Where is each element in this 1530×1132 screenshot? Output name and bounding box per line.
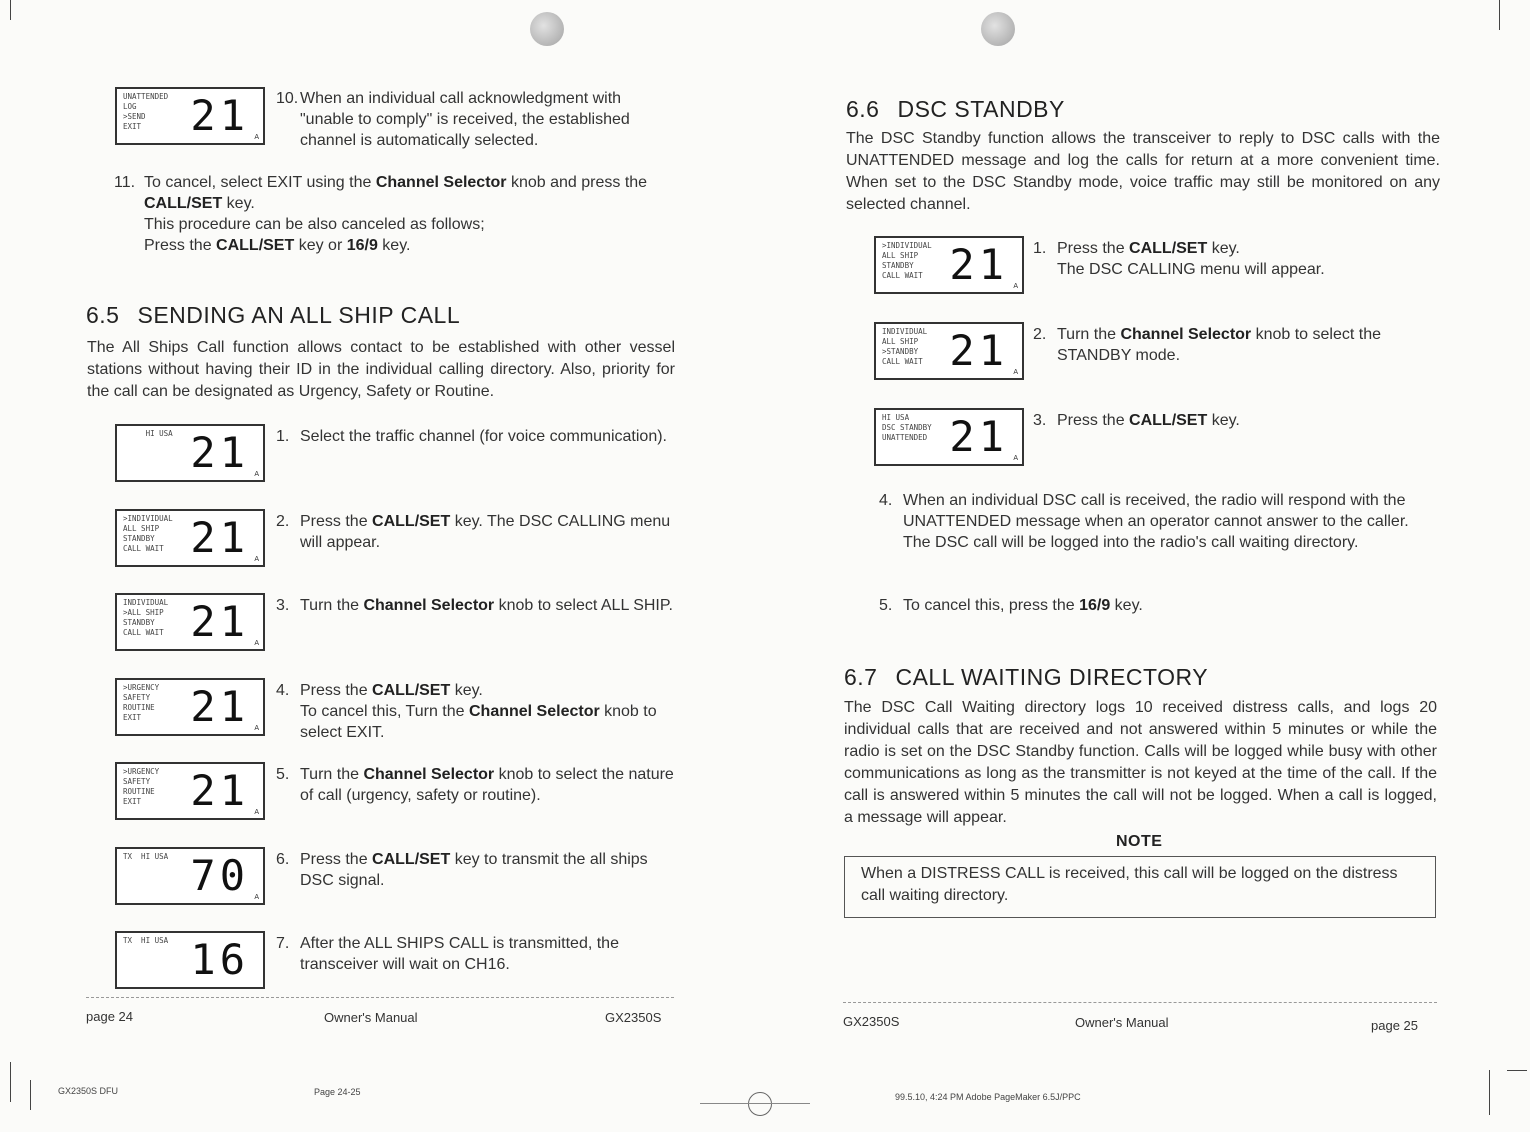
crop-mark <box>1489 1070 1490 1115</box>
step-7 <box>276 933 676 975</box>
step-6 <box>276 849 676 891</box>
step-number: 4. <box>879 492 893 509</box>
section-heading <box>846 96 1065 123</box>
step-number: 11. <box>114 174 136 191</box>
lcd-sub: A <box>254 640 259 647</box>
step-text: Turn the Channel Selector knob to select ALL SHIP. <box>300 597 673 614</box>
lcd-sub: A <box>1013 455 1018 462</box>
lcd-display <box>115 847 265 905</box>
lcd-sub: A <box>254 134 259 141</box>
lcd-menu: INDIVIDUAL ALL SHIP >STANDBY CALL WAIT <box>882 327 928 366</box>
lcd-menu: TX HI USA <box>123 936 169 945</box>
crop-mark <box>30 1080 31 1110</box>
step-number: 5. <box>879 597 893 614</box>
step-number: 5. <box>276 766 290 783</box>
step-subtext: This procedure can be also canceled as follows; <box>144 216 485 233</box>
lcd-channel: 21 <box>949 240 1008 289</box>
lcd-menu: HI USA DSC STANDBY UNATTENDED <box>882 413 932 442</box>
lcd-channel: 21 <box>949 326 1008 375</box>
step-number: 10. <box>276 90 299 107</box>
registration-mark-icon <box>748 1092 772 1116</box>
section-number: 6.5 <box>86 302 120 328</box>
lcd-channel: 21 <box>190 681 249 731</box>
section-number: 6.6 <box>846 96 880 122</box>
lcd-sub: A <box>1013 283 1018 290</box>
step-5 <box>276 764 676 806</box>
lcd-sub: A <box>254 893 259 901</box>
lcd-display <box>115 762 265 820</box>
binder-hole-icon <box>981 12 1015 46</box>
step-number: 6. <box>276 850 290 868</box>
footer-manual: Owner's Manual <box>324 1010 418 1025</box>
lcd-menu: HI USA <box>123 429 173 438</box>
step-text: Press the CALL/SET key. <box>1057 240 1240 257</box>
step-3 <box>276 595 676 616</box>
step-text: To cancel this, press the 16/9 key. <box>903 597 1143 614</box>
section-intro: The DSC Standby function allows the transceiver to reply to DSC calls with the UNATTENDED message and log the calls for return at a more convenient time. When set to the DSC Standby mode, voice traffic may still be monitored on any selected channel. <box>846 130 1440 213</box>
step-text: Select the traffic channel (for voice communication). <box>300 428 667 445</box>
lcd-channel: 21 <box>190 91 249 140</box>
lcd-display <box>115 509 265 567</box>
lcd-channel: 21 <box>949 412 1008 461</box>
lcd-channel: 21 <box>190 766 249 815</box>
step-number: 3. <box>1033 412 1047 429</box>
footer-page: page 24 <box>86 1009 133 1024</box>
section-heading <box>844 664 1208 691</box>
step-text: Press the CALL/SET key. The DSC CALLING menu will appear. <box>300 512 671 551</box>
lcd-menu: INDIVIDUAL >ALL SHIP STANDBY CALL WAIT <box>123 598 169 637</box>
step-text: Turn the Channel Selector knob to select the nature of call (urgency, safety or routine). <box>300 766 674 804</box>
lcd-sub: A <box>1013 369 1018 376</box>
step-text: Turn the Channel Selector knob to select the STANDBY mode. <box>1057 326 1381 364</box>
lcd-menu: UNATTENDED LOG >SEND EXIT <box>123 92 169 131</box>
crop-mark <box>10 1062 11 1102</box>
step-text: Press the CALL/SET key to transmit the all ships DSC signal. <box>300 850 648 889</box>
crop-mark <box>1499 0 1500 30</box>
step-10 <box>276 88 676 151</box>
step-subtext: To cancel this, Turn the Channel Selector knob to select EXIT. <box>300 702 657 741</box>
lcd-menu: TX HI USA <box>123 851 169 861</box>
lcd-channel: 70 <box>190 850 249 900</box>
footer-model: GX2350S <box>843 1014 900 1029</box>
step-1 <box>276 426 676 447</box>
lcd-channel: 21 <box>190 597 249 646</box>
step-subtext: The DSC CALLING menu will appear. <box>1057 261 1325 278</box>
lcd-display <box>115 593 265 651</box>
step-number: 2. <box>276 512 290 530</box>
lcd-sub: A <box>254 724 259 732</box>
footer-divider <box>843 1002 1437 1003</box>
note-box: When a DISTRESS CALL is received, this call will be logged on the distress call waiting directory. <box>844 856 1436 918</box>
lcd-display <box>115 87 265 145</box>
lcd-menu: >URGENCY SAFETY ROUTINE EXIT <box>123 767 160 806</box>
footer-divider <box>86 997 674 998</box>
lcd-display <box>874 236 1024 294</box>
step-text: Press the CALL/SET key. <box>300 681 483 699</box>
footer-page: page 25 <box>1371 1018 1418 1033</box>
lcd-display <box>874 322 1024 380</box>
lcd-menu: >INDIVIDUAL ALL SHIP STANDBY CALL WAIT <box>882 241 932 280</box>
section-title: CALL WAITING DIRECTORY <box>895 664 1209 690</box>
lcd-channel: 21 <box>190 428 249 477</box>
lcd-channel: 21 <box>190 512 249 562</box>
step-text: After the ALL SHIPS CALL is transmitted, the transceiver will wait on CH16. <box>300 935 619 973</box>
section-title: SENDING AN ALL SHIP CALL <box>137 302 461 328</box>
lcd-display <box>874 408 1024 466</box>
crop-mark <box>700 1103 810 1104</box>
print-slug: Page 24-25 <box>314 1087 361 1097</box>
section-intro: The All Ships Call function allows contact to be established with other vessel stations without having their ID in the individual calling directory. Also, priority for the call can be designated as Urgency, Safety or Routine. <box>87 339 675 400</box>
step-number: 2. <box>1033 326 1047 343</box>
lcd-sub: A <box>254 809 259 816</box>
step-5 <box>879 595 1439 616</box>
step-4 <box>276 680 676 743</box>
step-2 <box>276 511 676 553</box>
lcd-display <box>115 424 265 482</box>
section-intro: The DSC Call Waiting directory logs 10 received distress calls, and logs 20 individual calls that are received and not answered within 5 minutes or while the radio is set on the DSC Standby function. Calls will be logged while busy with other communications as long as the transmitter is not keyed at the time of the call. If the call is answered within 5 minutes the call will not be logged. When a call is logged, a message will appear. <box>844 699 1437 826</box>
lcd-channel: 16 <box>190 935 249 984</box>
section-number: 6.7 <box>844 664 878 690</box>
lcd-sub: A <box>254 471 259 478</box>
lcd-menu: >INDIVIDUAL ALL SHIP STANDBY CALL WAIT <box>123 513 173 553</box>
lcd-display <box>115 678 265 736</box>
step-4 <box>879 490 1439 553</box>
crop-mark <box>1507 1070 1527 1071</box>
section-heading <box>86 302 460 329</box>
step-number: 1. <box>276 428 290 445</box>
step-number: 1. <box>1033 240 1047 257</box>
step-text: Press the CALL/SET key. <box>1057 412 1240 429</box>
note-title: NOTE <box>1116 833 1163 850</box>
step-11 <box>114 172 676 256</box>
step-number: 7. <box>276 935 290 952</box>
crop-mark <box>10 0 11 20</box>
step-subtext: Press the CALL/SET key or 16/9 key. <box>144 237 411 254</box>
step-text: To cancel, select EXIT using the Channel Selector knob and press the CALL/SET key. <box>144 174 648 212</box>
step-number: 3. <box>276 597 290 614</box>
step-1 <box>1033 238 1439 280</box>
step-text: When an individual DSC call is received, the radio will respond with the UNATTENDED message when an operator cannot answer to the caller. <box>903 492 1409 530</box>
step-number: 4. <box>276 681 290 699</box>
lcd-menu: >URGENCY SAFETY ROUTINE EXIT <box>123 682 160 722</box>
step-text: When an individual call acknowledgment with "unable to comply" is received, the established channel is automatically selected. <box>300 90 630 149</box>
print-slug: GX2350S DFU <box>58 1086 119 1096</box>
step-2 <box>1033 324 1439 366</box>
step-subtext: The DSC call will be logged into the radio's call waiting directory. <box>903 534 1359 551</box>
footer-manual: Owner's Manual <box>1075 1015 1169 1030</box>
print-slug: 99.5.10, 4:24 PM Adobe PageMaker 6.5J/PPC <box>895 1092 1081 1102</box>
lcd-sub: A <box>254 555 259 563</box>
binder-hole-icon <box>530 12 564 46</box>
footer-model: GX2350S <box>605 1010 662 1025</box>
step-3 <box>1033 410 1439 431</box>
right-page <box>765 0 1530 1132</box>
lcd-display <box>115 931 265 989</box>
section-title: DSC STANDBY <box>897 96 1065 122</box>
